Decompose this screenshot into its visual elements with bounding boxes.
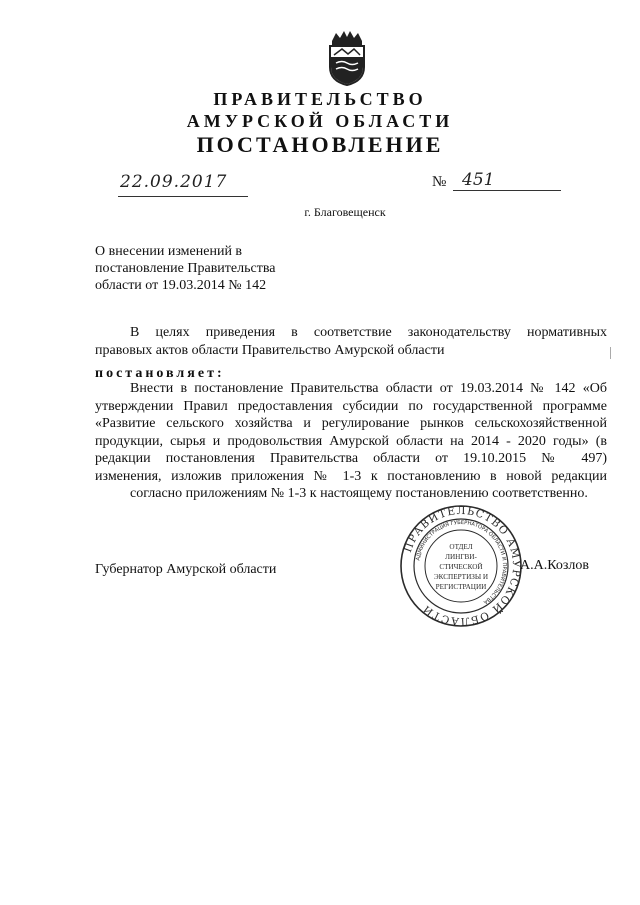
stamp-outer-text: ПРАВИТЕЛЬСТВО АМУРСКОЙ ОБЛАСТИ	[401, 504, 523, 628]
decree-body	[95, 380, 607, 503]
document-number: 451	[462, 170, 495, 190]
body-line: Внести в постановление Правительства области от 19.03.2014 № 142 «Об	[130, 381, 607, 396]
signer-title: Губернатор Амурской области	[95, 562, 277, 577]
stamp-inner-text: АДМИНИСТРАЦИЯ ГУБЕРНАТОРА ОБЛАСТИ И ПРАВИТЕЛЬСТВА	[415, 519, 508, 605]
subject-line: области от 19.03.2014 № 142	[95, 278, 267, 293]
document-subject	[95, 243, 275, 294]
official-stamp	[398, 503, 524, 629]
government-name-line1: ПРАВИТЕЛЬСТВО	[213, 89, 427, 109]
government-name-line2: АМУРСКОЙ ОБЛАСТИ	[186, 111, 454, 131]
margin-mark	[610, 347, 611, 359]
body-line: «Развитие сельского хозяйства и регулирование рынков сельскохозяйственной	[95, 416, 607, 431]
body-line: согласно приложениям № 1-3 к настоящему постановлению соответственно.	[130, 486, 588, 501]
coat-of-arms-icon	[322, 27, 372, 87]
preamble-paragraph	[95, 324, 607, 359]
stamp-center-line: ОТДЕЛ	[449, 543, 473, 551]
body-line: продукции, сырья и продовольствия Амурской области на 2014 - 2020 годы» (в	[95, 433, 607, 449]
body-line: изменения, изложив приложения № 1-3 к постановлению в новой редакции	[95, 468, 607, 484]
document-type-title: ПОСТАНОВЛЕНИЕ	[196, 132, 444, 157]
city-name: г. Благовещенск	[304, 205, 386, 219]
signer-name: А.А.Козлов	[520, 558, 589, 573]
preamble-line: В целях приведения в соответствие законодательству нормативных	[130, 325, 607, 340]
body-line: редакции постановления Правительства области от 19.10.2015 № 497)	[95, 451, 607, 466]
resolves-heading: постановляет:	[95, 366, 225, 381]
subject-line: постановление Правительства	[95, 261, 276, 276]
stamp-center-line: СТИЧЕСКОЙ	[439, 563, 483, 571]
document-date: 22.09.2017	[120, 172, 228, 192]
body-line: утверждении Правил предоставления субсидии по государственной программе	[95, 398, 607, 414]
number-sign: №	[432, 174, 447, 190]
preamble-line: правовых актов области Правительство Амурской области	[95, 342, 445, 358]
subject-line: О внесении изменений в	[95, 244, 243, 259]
stamp-center-line: РЕГИСТРАЦИИ	[435, 583, 487, 591]
stamp-center-line: ЛИНГВИ-	[445, 553, 477, 561]
stamp-center-line: ЭКСПЕРТИЗЫ И	[433, 573, 489, 581]
